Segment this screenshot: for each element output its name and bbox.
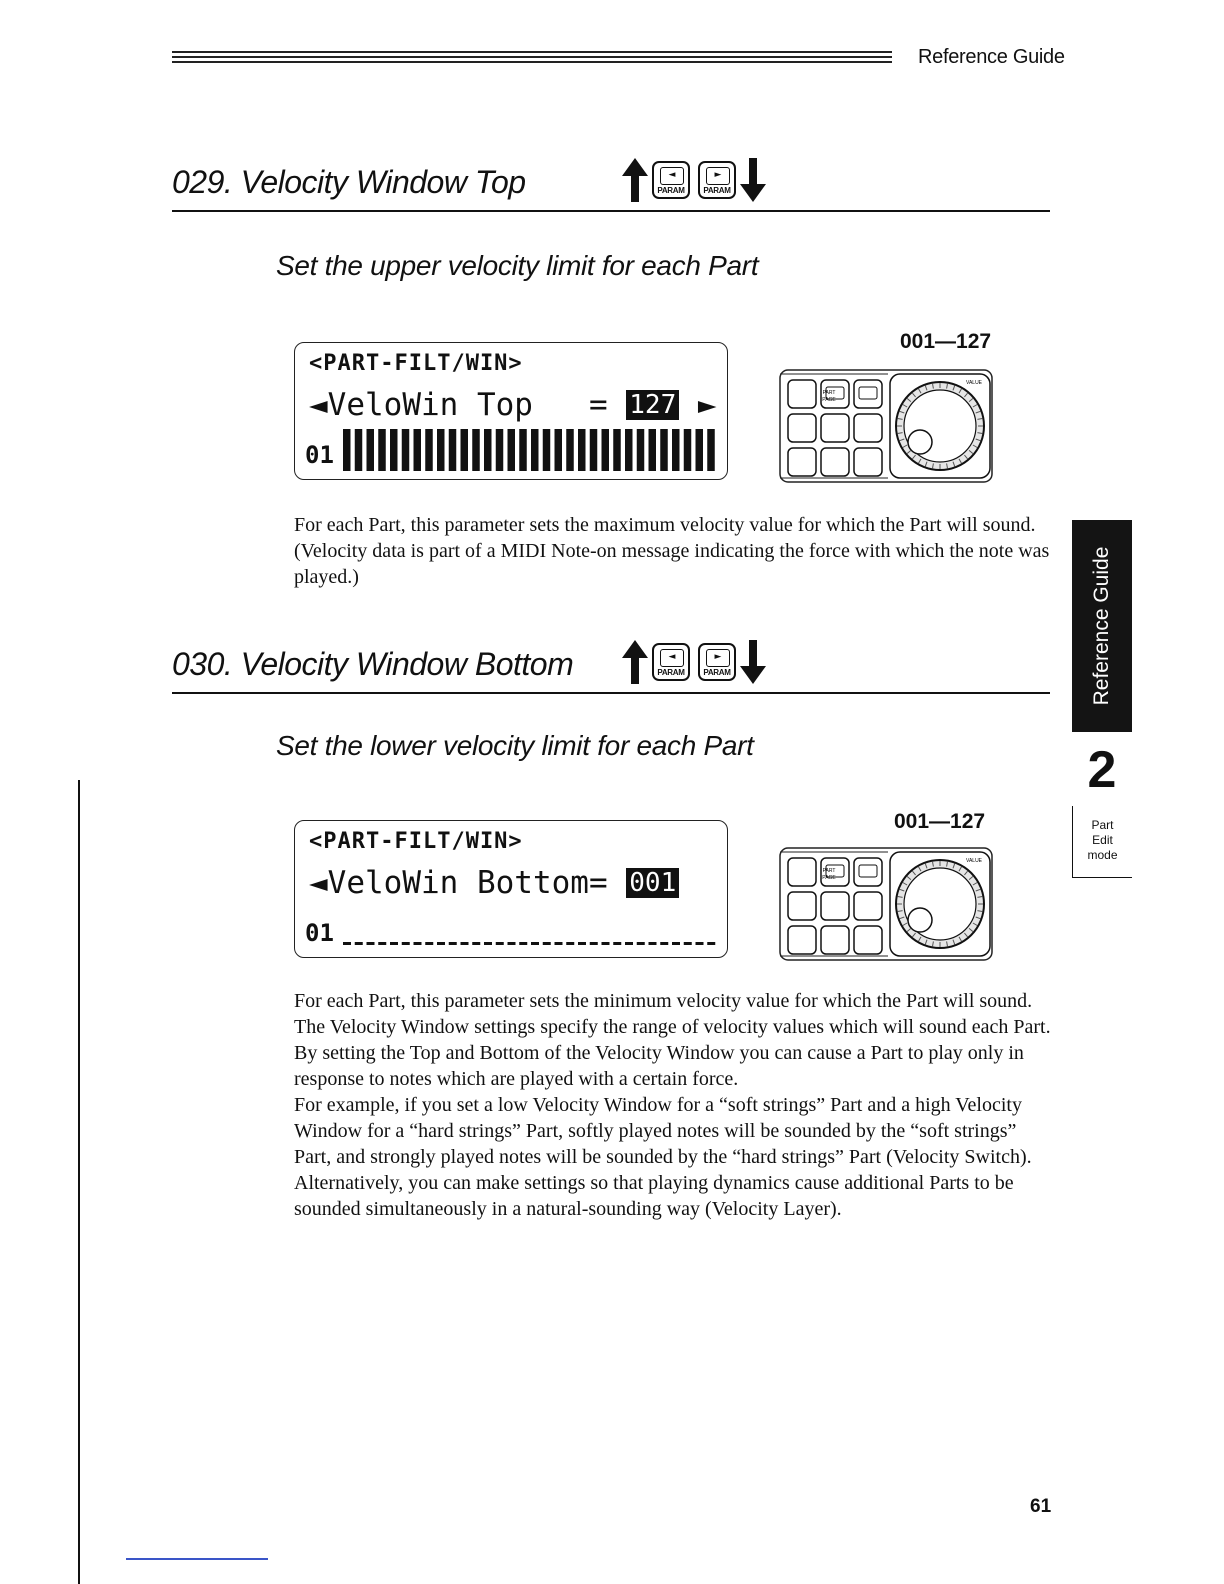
velocity-dash xyxy=(343,942,351,945)
panel-button xyxy=(788,414,816,442)
control-panel-image xyxy=(778,846,994,962)
lcd-part-number: 01 xyxy=(305,919,334,947)
param-nav-icons xyxy=(622,636,766,688)
paragraph: Alternatively, you can make settings so that playing dynamics cause additional Parts to be sounded simultaneously in a natural-sounding way (Velocity Layer). xyxy=(294,1172,1014,1220)
section-029-paragraph: For each Part, this parameter sets the maximum velocity value for which the Part will sound. (Velocity data is part of a MIDI Note-on message indicating the force with which the note was played.) xyxy=(294,514,1050,588)
lcd-velocity-bars xyxy=(343,429,719,471)
velocity-bar xyxy=(555,429,563,471)
param-nav-icons xyxy=(622,154,766,206)
right-triangle-icon: ► xyxy=(706,649,730,667)
panel-button xyxy=(854,892,882,920)
velocity-bar xyxy=(649,429,657,471)
velocity-dash xyxy=(637,942,645,945)
left-triangle-icon: ◄ xyxy=(660,167,684,185)
velocity-dash xyxy=(449,942,457,945)
panel-button xyxy=(788,926,816,954)
control-panel-image xyxy=(778,368,994,484)
velocity-dash xyxy=(461,942,469,945)
velocity-dash xyxy=(578,942,586,945)
velocity-dash xyxy=(367,942,375,945)
velocity-dash xyxy=(613,942,621,945)
velocity-bar xyxy=(437,429,445,471)
lcd-value: 127 xyxy=(626,390,679,420)
velocity-dash xyxy=(672,942,680,945)
velocity-dash xyxy=(660,942,668,945)
velocity-dash xyxy=(519,942,527,945)
panel-button xyxy=(788,380,816,408)
lcd-param-line: ◄VeloWin Top = 127 ► xyxy=(309,387,717,423)
up-arrow-icon xyxy=(622,158,648,202)
side-tab-label: Reference Guide xyxy=(1090,546,1113,706)
velocity-bar xyxy=(602,429,610,471)
velocity-bar xyxy=(531,429,539,471)
velocity-bar xyxy=(707,429,715,471)
velocity-bar xyxy=(660,429,668,471)
velocity-dash xyxy=(566,942,574,945)
velocity-bar xyxy=(414,429,422,471)
velocity-bar xyxy=(696,429,704,471)
velocity-bar xyxy=(566,429,574,471)
velocity-bar xyxy=(625,429,633,471)
velocity-dash xyxy=(496,942,504,945)
panel-part-label: PART xyxy=(822,868,836,874)
lcd-header: <PART-FILT/WIN> xyxy=(309,351,523,376)
velocity-bar xyxy=(343,429,351,471)
velocity-bar xyxy=(355,429,363,471)
velocity-bar xyxy=(367,429,375,471)
chapter-mode-box xyxy=(1072,806,1132,878)
panel-value-label: VALUE xyxy=(965,380,983,386)
param-right-button-icon: ► PARAM xyxy=(698,161,736,199)
panel-page-label: PAGE xyxy=(822,875,836,881)
paragraph: For example, if you set a low Velocity Window for a “soft strings” Part and a high Velocity Window for a “hard strings” Part, softly played notes will be sounded by the “soft strings” Part, and strongly played notes will be sounded by the “hard strings” Part (Velocity Switch). xyxy=(294,1094,1032,1168)
velocity-bar xyxy=(472,429,480,471)
velocity-bar xyxy=(590,429,598,471)
velocity-dash xyxy=(425,942,433,945)
panel-button xyxy=(821,926,849,954)
velocity-dash xyxy=(484,942,492,945)
velocity-dash xyxy=(508,942,516,945)
page-number: 61 xyxy=(1030,1496,1052,1517)
velocity-bar xyxy=(390,429,398,471)
panel-value-label: VALUE xyxy=(965,858,983,864)
section-029-title: 029. Velocity Window Top xyxy=(172,164,526,200)
panel-button xyxy=(788,892,816,920)
section-030-subtitle: Set the lower velocity limit for each Part xyxy=(276,730,754,761)
param-right-button-icon: ► PARAM xyxy=(698,643,736,681)
chapter-number: 2 xyxy=(1087,741,1117,799)
velocity-bar xyxy=(425,429,433,471)
velocity-dash xyxy=(531,942,539,945)
section-030-rule xyxy=(172,692,1050,694)
section-030-body xyxy=(294,988,1056,1222)
velocity-dash xyxy=(472,942,480,945)
velocity-dash xyxy=(378,942,386,945)
panel-button xyxy=(821,448,849,476)
margin-line xyxy=(78,780,80,1584)
mode-line: Part xyxy=(1091,818,1114,832)
velocity-dash xyxy=(390,942,398,945)
range-029: 001—127 xyxy=(900,330,992,353)
lcd-display-velo-bottom xyxy=(294,820,728,958)
velocity-dash xyxy=(590,942,598,945)
velocity-bar xyxy=(508,429,516,471)
velocity-bar xyxy=(684,429,692,471)
down-arrow-icon xyxy=(740,158,766,202)
velocity-bar xyxy=(578,429,586,471)
lcd-value: 001 xyxy=(626,868,679,898)
left-triangle-icon: ◄ xyxy=(660,649,684,667)
velocity-dash xyxy=(543,942,551,945)
velocity-dash xyxy=(707,942,715,945)
velocity-dash xyxy=(684,942,692,945)
velocity-bar xyxy=(672,429,680,471)
section-030-title: 030. Velocity Window Bottom xyxy=(172,646,574,682)
panel-button xyxy=(854,858,882,886)
section-029-rule xyxy=(172,210,1050,212)
param-left-button-icon: ◄ PARAM xyxy=(652,643,690,681)
lcd-header: <PART-FILT/WIN> xyxy=(309,829,523,854)
panel-button xyxy=(854,380,882,408)
velocity-dash xyxy=(355,942,363,945)
paragraph: For each Part, this parameter sets the minimum velocity value for which the Part will sound. xyxy=(294,990,1033,1012)
panel-part-label: PART xyxy=(822,390,836,396)
panel-button xyxy=(854,414,882,442)
param-left-button-icon: ◄ PARAM xyxy=(652,161,690,199)
footer-line xyxy=(126,1558,268,1560)
lcd-display-velo-top xyxy=(294,342,728,480)
panel-page-label: PAGE xyxy=(822,397,836,403)
up-arrow-icon xyxy=(622,640,648,684)
velocity-bar xyxy=(637,429,645,471)
header-title: Reference Guide xyxy=(918,46,1065,68)
velocity-bar xyxy=(543,429,551,471)
header-rules xyxy=(172,51,892,67)
velocity-dash xyxy=(414,942,422,945)
lcd-part-number: 01 xyxy=(305,441,334,469)
velocity-dash xyxy=(649,942,657,945)
velocity-dash xyxy=(625,942,633,945)
velocity-bar xyxy=(461,429,469,471)
panel-button xyxy=(821,414,849,442)
panel-button xyxy=(788,448,816,476)
velocity-dash xyxy=(402,942,410,945)
velocity-dash xyxy=(696,942,704,945)
velocity-bar xyxy=(402,429,410,471)
velocity-bar xyxy=(519,429,527,471)
velocity-dash xyxy=(555,942,563,945)
side-tab xyxy=(1072,520,1132,732)
velocity-bar xyxy=(378,429,386,471)
velocity-bar xyxy=(449,429,457,471)
panel-button xyxy=(854,926,882,954)
velocity-dash xyxy=(602,942,610,945)
lcd-velocity-dashes xyxy=(343,941,719,947)
velocity-bar xyxy=(613,429,621,471)
mode-line: mode xyxy=(1087,848,1118,862)
panel-button xyxy=(821,892,849,920)
mode-line: Edit xyxy=(1092,833,1113,847)
section-029-subtitle: Set the upper velocity limit for each Part xyxy=(276,250,759,281)
panel-button xyxy=(788,858,816,886)
panel-button xyxy=(854,448,882,476)
lcd-param-line: ◄VeloWin Bottom= 001 xyxy=(309,865,679,901)
velocity-bar xyxy=(496,429,504,471)
velocity-dash xyxy=(437,942,445,945)
right-triangle-icon: ► xyxy=(706,167,730,185)
down-arrow-icon xyxy=(740,640,766,684)
range-030: 001—127 xyxy=(894,810,986,833)
paragraph: The Velocity Window settings specify the range of velocity values which will sound each Part. By setting the Top and Bottom of the Velocity Window you can cause a Part to play only in response to notes which are played with a certain force. xyxy=(294,1016,1051,1090)
velocity-bar xyxy=(484,429,492,471)
